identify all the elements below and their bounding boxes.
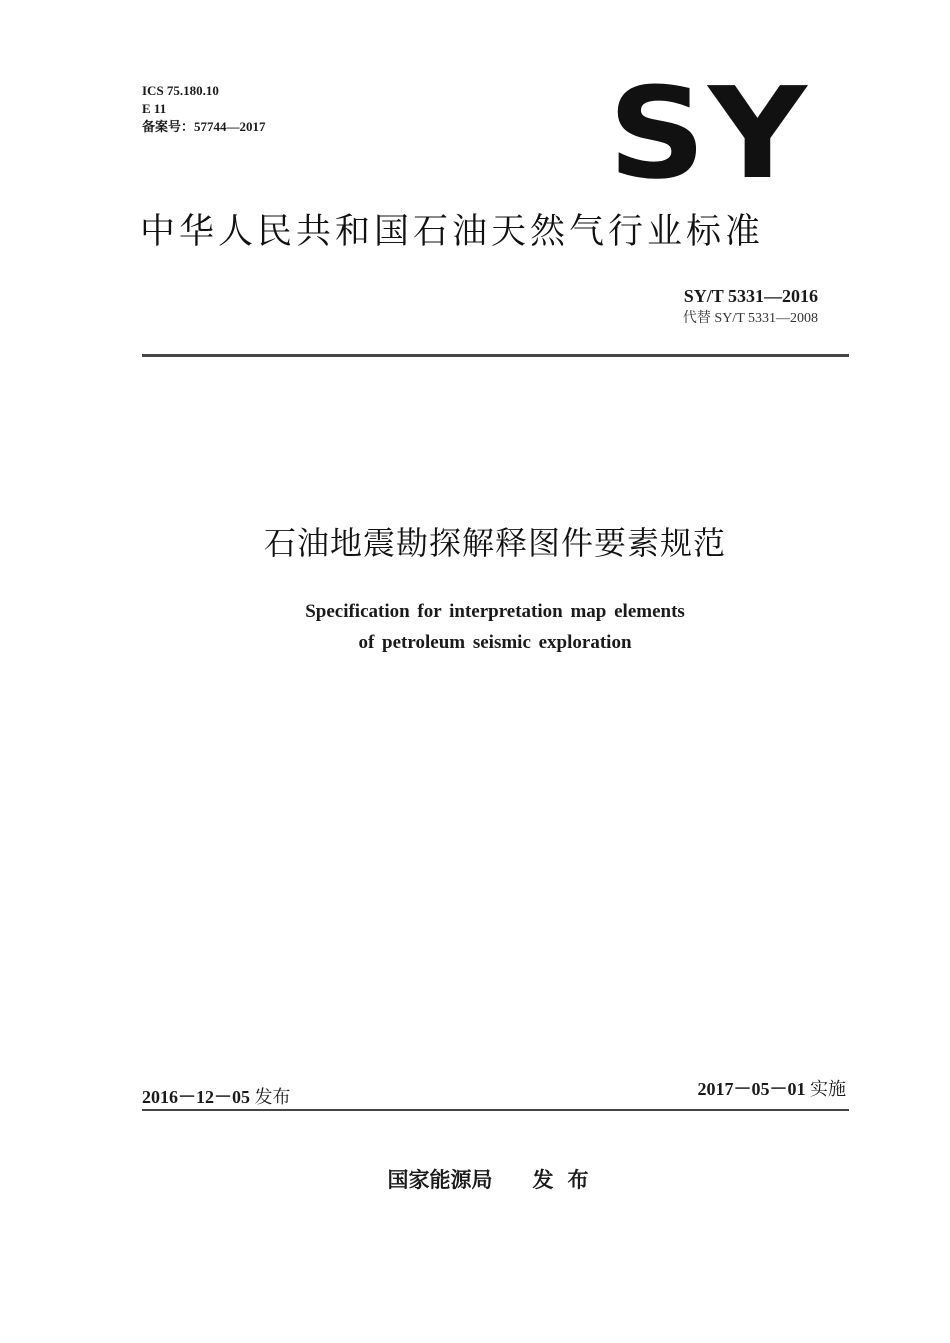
standard-number: SY/T 5331—2016 bbox=[683, 286, 818, 306]
effective-date-label: 实施 bbox=[810, 1079, 846, 1100]
issue-date bbox=[142, 1085, 291, 1110]
issue-date-label: 发布 bbox=[254, 1087, 291, 1108]
sy-logo: SY bbox=[608, 60, 809, 207]
replaces-standard: 代替 SY/T 5331—2008 bbox=[682, 311, 818, 326]
effective-date-value: 2017－05－01 bbox=[697, 1079, 806, 1099]
publisher-action: 发布 bbox=[532, 1168, 603, 1192]
title-en-line-1: Specification for interpretation map elements bbox=[305, 601, 685, 622]
publisher-name: 国家能源局 bbox=[387, 1168, 493, 1192]
ccs-code: E 11 bbox=[142, 101, 167, 116]
footer-divider bbox=[142, 1109, 849, 1111]
filing-number: 备案号：57744—2017 bbox=[142, 119, 266, 134]
issue-date-value: 2016－12－05 bbox=[142, 1087, 250, 1107]
classification-block bbox=[142, 82, 266, 136]
ics-code: ICS 75.180.10 bbox=[142, 83, 219, 98]
effective-date bbox=[698, 1077, 847, 1102]
document-title-en bbox=[0, 596, 950, 658]
publisher bbox=[0, 1165, 950, 1195]
document-title-cn: 石油地震勘探解释图件要素规范 bbox=[263, 524, 726, 562]
header-divider bbox=[142, 354, 849, 357]
industry-standard-title: 中华人民共和国石油天然气行业标准 bbox=[140, 212, 765, 252]
title-en-line-2: of petroleum seismic exploration bbox=[358, 632, 632, 653]
